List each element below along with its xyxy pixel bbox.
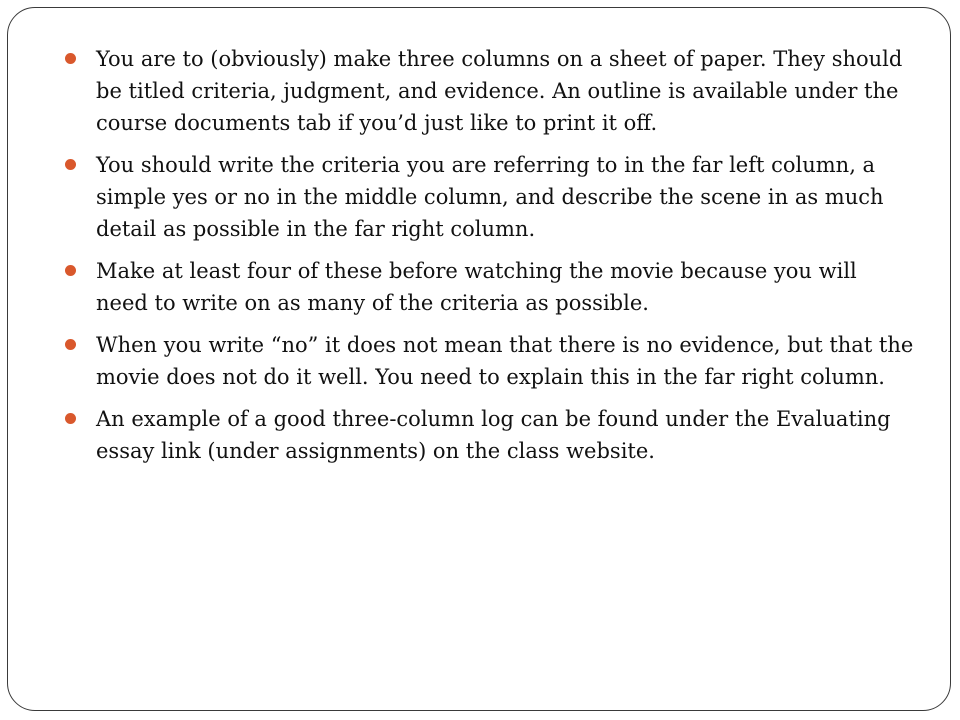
bullet-text: An example of a good three-column log can be found under the Evaluating essay link (under assignments) on the class website. [96, 407, 891, 463]
bullet-text: You should write the criteria you are referring to in the far left column, a simple yes or no in the middle column, and describe the scene in as much detail as possible in the far right column. [96, 153, 884, 241]
list-item [65, 149, 915, 245]
bullet-list [65, 43, 915, 477]
bullet-text: When you write “no” it does not mean that there is no evidence, but that the movie does not do it well. You need to explain this in the far right column. [96, 333, 914, 389]
bullet-text: You are to (obviously) make three columns on a sheet of paper. They should be titled criteria, judgment, and evidence. An outline is available under the course documents tab if you’d just like to print it off. [96, 47, 903, 135]
bullet-dot-icon [65, 53, 76, 64]
list-item [65, 403, 915, 467]
list-item [65, 329, 915, 393]
slide-frame [7, 7, 951, 711]
bullet-dot-icon [65, 339, 76, 350]
list-item [65, 255, 915, 319]
bullet-dot-icon [65, 413, 76, 424]
bullet-text: Make at least four of these before watching the movie because you will need to write on as many of the criteria as possible. [96, 259, 857, 315]
bullet-dot-icon [65, 159, 76, 170]
bullet-dot-icon [65, 265, 76, 276]
list-item [65, 43, 915, 139]
